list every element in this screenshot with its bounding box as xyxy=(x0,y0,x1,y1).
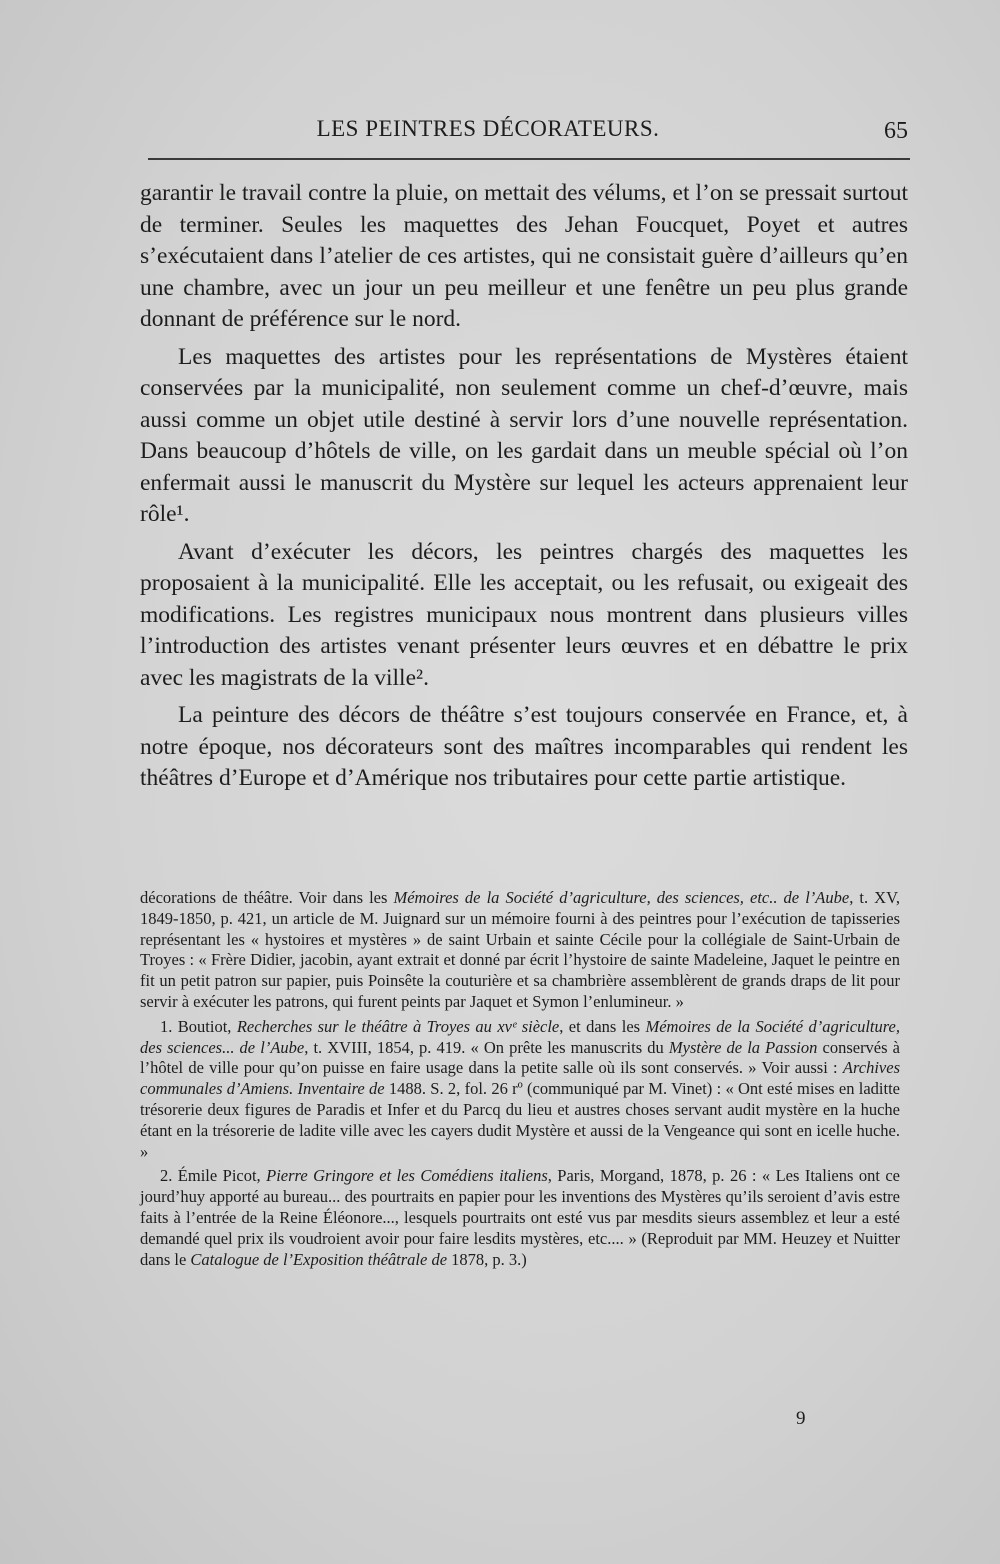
signature-mark: 9 xyxy=(796,1408,806,1429)
footnote-text: 1488. S. 2, fol. 26 rº (communiqué par M. Vinet) : « Ont esté mises en laditte trésorerie deux figures de Paradis et Infer et du Parcq du lieu et austres choses servant audit mystère en la huche étant en la trésorerie de ladite ville avec les cayers dudit Mystère et aussi de la Vengeance qui sont en icelle huche. » xyxy=(140,1079,900,1161)
footnote-text: 1878, p. 3.) xyxy=(447,1249,527,1269)
footnote-text: conservés à l’hôtel de ville pour qu’on puisse en faire usage dans la petite salle où ils sont conservés. » Voir aussi : xyxy=(140,1037,900,1078)
running-title: LES PEINTRES DÉCORATEURS. xyxy=(316,116,660,141)
paragraph-1: garantir le travail contre la pluie, on mettait des vélums, et l’on se pressait surtout de terminer. Seules les maquettes des Jehan Foucquet, Poyet et autres s’exécutaient dans l’atelier de ces artistes, qui ne consistait guère d’ailleurs qu’en une chambre, avec un jour un peu meilleur et une fenêtre un peu plus grande donnant de préférence sur le nord. xyxy=(140,180,908,332)
footnote-1 xyxy=(140,1017,900,1163)
footnote-text: , et dans les xyxy=(559,1016,646,1036)
footnote-text: 1. Boutiot, xyxy=(160,1016,237,1036)
footnote-2 xyxy=(140,1166,900,1270)
footnote-text: , t. XV, 1849-1850, p. 421, un article de M. Juignard sur un mémoire fourni à des peintres pour l’exécution de tapisseries représentant les « hystoires et mystères » de saint Urbain et sainte Cécile pour la collégiale de Saint-Urbain de Troyes : « Frère Didier, jacobin, ayant extrait et donné par écrit l’hystoire de sainte Madeleine, Jaquet le peintre en fit un petit patron sur papier, puis Poinsête la couturière et sa chambrière assemblèrent de grands draps de lit pour servir à exécuter les patrons, qui furent peints par Jaquet et Symon l’enlumineur. » xyxy=(140,888,901,1011)
footnote-title: Mémoires de la Société d’agriculture, des sciences... de l’Aube xyxy=(140,1016,900,1057)
paragraph-2: Les maquettes des artistes pour les représentations de Mystères étaient conservées par la municipalité, non seulement comme un chef-d’œuvre, mais aussi comme un objet utile destiné à servir lors d’une nouvelle représentation. Dans beaucoup d’hôtels de ville, on les gardait dans un meuble spécial où l’on enfermait aussi le manuscrit du Mystère sur lequel les acteurs apprenaient leur rôle¹. xyxy=(140,343,908,527)
footnotes xyxy=(140,888,900,1274)
footnote-title: Pierre Gringore et les Comédiens italiens xyxy=(266,1166,548,1186)
footnote-text: 2. Émile Picot, xyxy=(160,1166,267,1186)
footnote-title: Recherches sur le théâtre à Troyes au xvᵉ siècle xyxy=(236,1016,560,1036)
footnote-title: Catalogue de l’Exposition théâtrale de xyxy=(190,1249,448,1269)
header-rule xyxy=(148,158,910,160)
footnote-title: Archives communales d’Amiens. Inventaire de xyxy=(140,1058,900,1099)
footnote-text: , Paris, Morgand, 1878, p. 26 : « Les Italiens ont ce jourd’huy apporté au bureau... des pourtraits en papier pour les inventions des Mystères qu’ils seroient d’avis estre faits à l’entrée de la Reine Éléonore..., lesquels pourtraits ont esté vus par mesdits sieurs assemblez et leur a esté demandé quel prix ils voudroient avoir pour faire lesdits mystères, etc.... » (Reproduit par MM. Heuzey et Nuitter dans le xyxy=(140,1166,900,1269)
main-text xyxy=(140,178,908,801)
footnote-title: Mémoires de la Société d’agriculture, des sciences, etc.. de l’Aube xyxy=(393,888,850,907)
running-head xyxy=(148,116,908,156)
footnote-title: Mystère de la Passion xyxy=(668,1037,818,1057)
footnote-continuation xyxy=(140,888,900,1013)
footnote-text: , t. XVIII, 1854, p. 419. « On prête les manuscrits du xyxy=(304,1037,669,1057)
paragraph-4: La peinture des décors de théâtre s’est toujours conservée en France, et, à notre époque, nos décorateurs sont des maîtres incomparables qui rendent les théâtres d’Europe et d’Amérique nos tributaires pour cette partie artistique. xyxy=(140,702,908,791)
page-number: 65 xyxy=(884,118,908,144)
paragraph-3: Avant d’exécuter les décors, les peintres chargés des maquettes les proposaient à la municipalité. Elle les acceptait, ou les refusait, ou exigeait des modifications. Les registres municipaux nous montrent dans plusieurs villes l’introduction des artistes venant présenter leurs œuvres et en débattre le prix avec les magistrats de la ville². xyxy=(140,538,908,691)
footnote-text: décorations de théâtre. Voir dans les xyxy=(140,888,394,907)
